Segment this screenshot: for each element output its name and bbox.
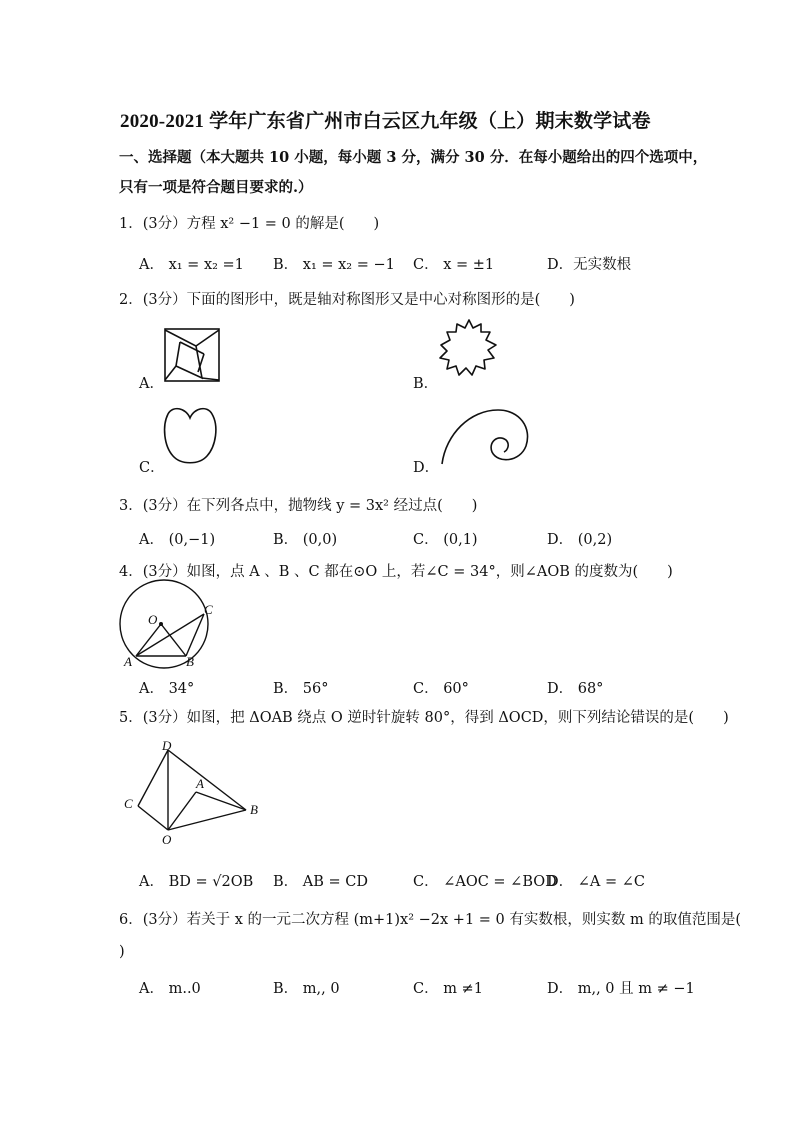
q2-figure-a-square [164,328,220,382]
question-6-option-c: C． m ≠1 [413,981,483,997]
question-1-option-d: D．无实数根 [547,257,632,273]
question-1-option-a: A． x₁ = x₂ =1 [139,257,244,273]
question-6-stem-cont: ) [119,944,125,960]
question-5-stem: 5．(3分）如图，把 ΔOAB 绕点 O 逆时针旋转 80°，得到 ΔOCD，则下列结论错误的是( ) [119,710,729,726]
q2-figure-b-snowflake [438,318,500,378]
q5-label-c: C [124,796,133,811]
page-title: 2020-2021 学年广东省广州市白云区九年级（上）期末数学试卷 [120,111,651,132]
question-6-option-a: A． m..0 [139,981,201,997]
question-2-option-d: D． [413,460,440,476]
question-2-option-b: B． [413,376,439,392]
question-3-option-b: B． (0,0) [273,532,338,548]
q2-figure-d-spiral [440,404,532,466]
q4-label-c: C [204,602,213,617]
question-6-stem: 6．(3分）若关于 x 的一元二次方程 (m+1)x² −2x +1 = 0 有实数根，则实数 m 的取值范围是( [119,912,742,928]
question-5-option-b: B． AB = CD [273,874,368,890]
question-6-option-d: D． m,, 0 且 m ≠ −1 [547,981,695,997]
q5-rotation-figure [120,738,270,850]
q5-label-d: D [162,738,172,753]
question-1-option-c: C． x = ±1 [413,257,495,273]
question-4-option-d: D． 68° [547,681,604,697]
question-5-option-d: D． ∠A = ∠C [547,874,645,890]
question-4-option-a: A． 34° [139,681,195,697]
question-3-option-a: A． (0,−1) [139,532,216,548]
q2-figure-c-heart-circle [163,404,217,466]
question-2-stem: 2．(3分）下面的图形中，既是轴对称图形又是中心对称图形的是( ) [119,292,575,308]
q5-label-o: O [162,832,172,847]
question-3-option-c: C． (0,1) [413,532,478,548]
q4-label-b: B [186,654,194,669]
q4-circle-figure [116,584,218,670]
question-5-option-c: C． ∠AOC = ∠BOD [413,874,557,890]
question-6-option-b: B． m,, 0 [273,981,340,997]
question-1-stem: 1．(3分）方程 x² −1 = 0 的解是( ) [119,216,380,232]
question-3-option-d: D． (0,2) [547,532,613,548]
q4-label-o: O [148,612,158,627]
question-4-option-b: B． 56° [273,681,329,697]
question-2-option-c: C． [139,460,165,476]
q4-label-a: A [124,654,132,669]
section-heading-line1: 一、选择题（本大题共 10 小题，每小题 3 分，满分 30 分．在每小题给出的四个选项中， [119,149,708,166]
question-2-option-a: A． [139,376,164,392]
question-4-option-c: C． 60° [413,681,469,697]
question-5-option-a: A． BD = √2OB [139,874,254,890]
question-1-option-b: B． x₁ = x₂ = −1 [273,257,395,273]
section-heading-line2: 只有一项是符合题目要求的.） [119,179,313,196]
question-4-stem: 4．(3分）如图，点 A 、B 、C 都在⊙O 上，若∠C = 34°，则∠AOB 的度数为( ) [119,564,673,580]
q5-label-a: A [196,776,204,791]
question-3-stem: 3．(3分）在下列各点中，抛物线 y = 3x² 经过点( ) [119,498,478,514]
q5-label-b: B [250,802,258,817]
